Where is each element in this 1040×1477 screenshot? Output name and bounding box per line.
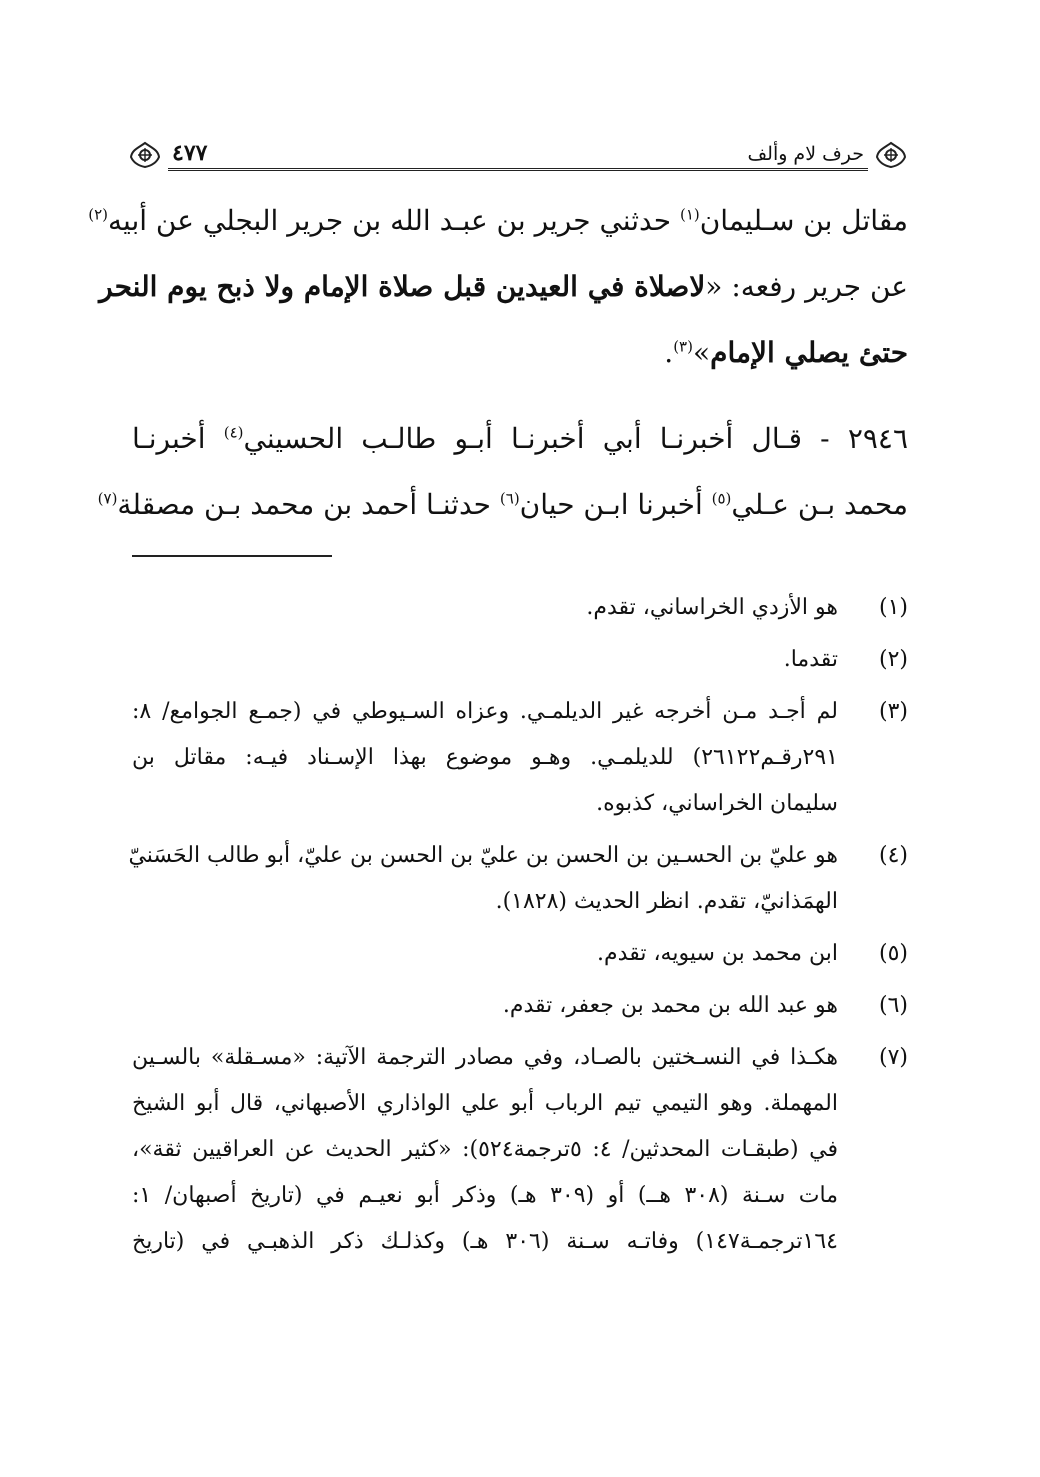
ornament-left-icon bbox=[128, 140, 162, 170]
footnote-line: لم أجـد مـن أخرجه غير الديلمـي. وعزاه السـيوطي في (جمـع الجوامع/ ٨: bbox=[132, 699, 838, 724]
page-header bbox=[128, 138, 908, 174]
text-span: » bbox=[692, 336, 711, 369]
footnote-ref[interactable]: (٤) bbox=[223, 423, 244, 442]
footnote-2 bbox=[132, 637, 908, 683]
footnote-ref[interactable]: (٣) bbox=[673, 337, 693, 356]
header-rule bbox=[168, 168, 868, 171]
footnote-ref[interactable]: (٧) bbox=[97, 489, 118, 508]
text-span: ٢٩٤٦ - قـال أخبرنـا أبي أخبرنـا أبـو طالـب الحسيني bbox=[243, 422, 908, 455]
text-line bbox=[88, 188, 908, 254]
footnote-7 bbox=[132, 1035, 908, 1265]
text-span: . bbox=[664, 336, 674, 369]
hadith-text: لاصلاة في العيدين قبل صلاة الإمام ولا ذبح يوم النحر bbox=[99, 270, 706, 303]
footnote-line: هو عليّ بن الحسـين بن الحسن بن عليّ بن الحسن بن عليّ، أبو طالب الحَسَنيّ bbox=[128, 843, 838, 868]
text-line bbox=[97, 472, 908, 538]
text-span: محمد بـن عـلي bbox=[731, 488, 908, 521]
text-span: مقاتل بن سـليمان bbox=[699, 204, 908, 237]
footnote-line: في (طبقـات المحدثين/ ٤: ٥ترجمة٥٢٤): «كثير الحديث عن العراقيين ثقة»، bbox=[132, 1137, 838, 1162]
footnote-line: ابن محمد بن سيويه، تقدم. bbox=[597, 941, 838, 966]
text-line bbox=[99, 254, 908, 320]
footnote-line: ١٦٤ترجمـة١٤٧) وفاتـه سـنة (٣٠٦ هـ) وكذلـك ذكر الذهبـي في (تاريخ bbox=[132, 1229, 838, 1254]
footnote-number: (٣) bbox=[878, 699, 908, 724]
text-span: أخبرنـا bbox=[132, 422, 224, 455]
footnote-line: هو عبد الله بن محمد بن جعفر، تقدم. bbox=[502, 993, 838, 1018]
footnote-separator bbox=[132, 555, 332, 557]
footnote-line: مات سـنة (٣٠٨ هــ) أو (٣٠٩ هـ) وذكر أبو نعيـم في (تاريخ أصبهان/ ١: bbox=[132, 1183, 838, 1208]
footnote-6 bbox=[132, 983, 908, 1029]
running-title: حرف لام وألف bbox=[747, 143, 864, 165]
footnote-line: هكـذا في النسـختين بالصـاد، وفي مصادر الترجمة الآتية: «مسـقلة» بالسـين bbox=[132, 1045, 838, 1070]
footnote-line: الهمَذانيّ، تقدم. انظر الحديث (١٨٢٨). bbox=[495, 889, 838, 914]
footnote-1 bbox=[132, 585, 908, 631]
footnote-line: هو الأزدي الخراساني، تقدم. bbox=[586, 595, 838, 620]
footnote-ref[interactable]: (١) bbox=[679, 205, 700, 224]
text-line bbox=[132, 406, 908, 472]
ornament-right-icon bbox=[874, 140, 908, 170]
footnote-line: ٢٩١رقـم٢٦١٢٢) للديلمـي. وهـو موضوع بهذا الإسـناد فيـه: مقاتل بن bbox=[132, 745, 838, 770]
text-span: حدثني جرير بن عبـد الله بن جرير البجلي عن أبيه bbox=[108, 204, 680, 237]
text-span: حدثنـا أحمد بن محمد بـن مصقلة bbox=[117, 488, 500, 521]
footnote-number: (٦) bbox=[878, 993, 908, 1018]
footnote-ref[interactable]: (٦) bbox=[499, 489, 520, 508]
footnote-number: (٤) bbox=[878, 843, 908, 868]
footnote-line: تقدما. bbox=[783, 647, 838, 672]
footnote-4 bbox=[128, 833, 908, 925]
hadith-text: حتئ يصلي الإمام bbox=[710, 336, 908, 369]
main-text bbox=[88, 188, 908, 538]
text-line bbox=[132, 320, 908, 386]
footnote-line: المهملة. وهو التيمي تيم الرباب أبو علي الواذاري الأصبهاني، قال أبو الشيخ bbox=[132, 1091, 838, 1116]
footnote-ref[interactable]: (٥) bbox=[711, 489, 732, 508]
footnote-number: (٧) bbox=[878, 1045, 908, 1070]
footnote-ref[interactable]: (٢) bbox=[88, 205, 108, 224]
footnote-number: (٢) bbox=[878, 647, 908, 672]
footnotes bbox=[128, 585, 908, 1271]
text-span: عن جرير رفعه: « bbox=[705, 270, 908, 303]
footnote-number: (٥) bbox=[878, 941, 908, 966]
text-span: أخبرنا ابـن حيان bbox=[519, 488, 712, 521]
footnote-5 bbox=[132, 931, 908, 977]
page-number: ٤٧٧ bbox=[172, 140, 208, 166]
footnote-line: سليمان الخراساني، كذبوه. bbox=[596, 791, 838, 816]
footnote-3 bbox=[132, 689, 908, 827]
footnote-number: (١) bbox=[878, 595, 908, 620]
